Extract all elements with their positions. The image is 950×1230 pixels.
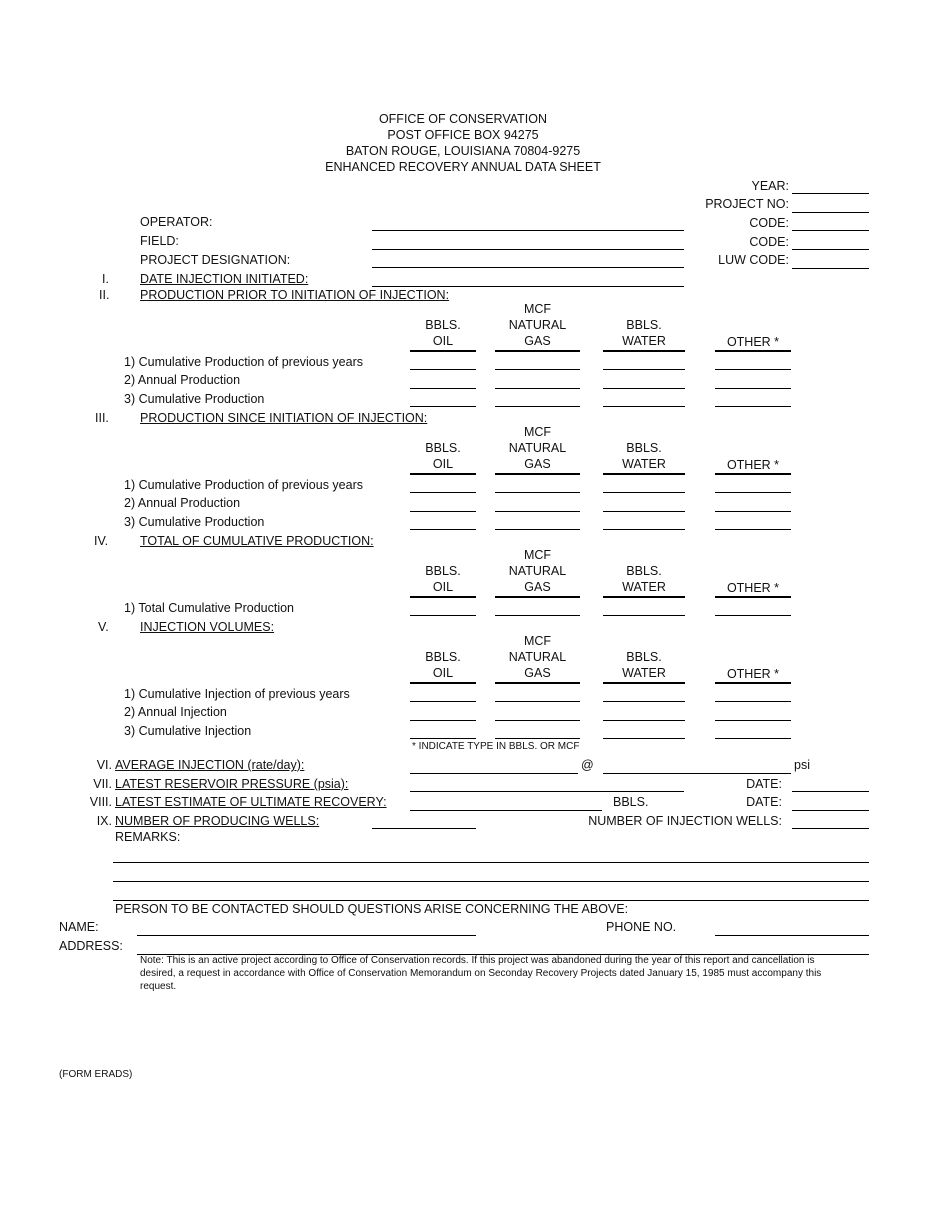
field-field[interactable]: [372, 249, 684, 250]
s2-r1-gas[interactable]: [495, 369, 580, 370]
header-line-3: BATON ROUGE, LOUISIANA 70804-9275: [345, 144, 581, 158]
section-1-number: I.: [102, 272, 109, 286]
col-other: OTHER *: [726, 581, 780, 595]
s5-r2-gas[interactable]: [495, 720, 580, 721]
s4-row-1-label: 1) Total Cumulative Production: [124, 601, 294, 615]
s2-r3-gas[interactable]: [495, 406, 580, 407]
section-6-title: AVERAGE INJECTION (rate/day):: [115, 758, 305, 772]
col-rule: [603, 682, 685, 684]
s5-r2-oil[interactable]: [410, 720, 476, 721]
col-oil-line1: BBLS.: [425, 318, 461, 332]
s5-r1-water[interactable]: [603, 701, 685, 702]
field-code-label: CODE:: [749, 235, 789, 249]
col-rule: [715, 350, 791, 352]
col-rule: [715, 473, 791, 475]
col-rule: [495, 473, 580, 475]
s2-r2-gas[interactable]: [495, 388, 580, 389]
col-rule: [603, 350, 685, 352]
cancellation-note: Note: This is an active project according to Office of Conservation records. If this project was abandoned during the year of this report and cancellation is desired, a request in accordance with Office of Conservation Memorandum on Seconday Recovery Projects dated January 15, 1985 must accompany this request.: [140, 955, 822, 992]
s3-row-1-label: 1) Cumulative Production of previous years: [124, 478, 364, 492]
s3-r1-gas[interactable]: [495, 492, 580, 493]
col-water-line1: BBLS.: [626, 564, 662, 578]
section-7-title: LATEST RESERVOIR PRESSURE (psia):: [115, 777, 349, 791]
col-gas-line3: GAS: [524, 666, 551, 680]
s4-r1-gas[interactable]: [495, 615, 580, 616]
section-5-number: V.: [98, 620, 109, 634]
s4-r1-other[interactable]: [715, 615, 791, 616]
project-designation-field[interactable]: [372, 267, 684, 268]
s2-row-3-label: 3) Cumulative Production: [124, 392, 265, 406]
col-gas-line2: NATURAL: [508, 650, 567, 664]
operator-code-field[interactable]: [792, 230, 869, 231]
section-5-title: INJECTION VOLUMES:: [140, 620, 275, 634]
s3-r2-gas[interactable]: [495, 511, 580, 512]
year-field[interactable]: [792, 193, 869, 194]
col-rule: [410, 596, 476, 598]
phone-field[interactable]: [715, 935, 869, 936]
col-water-line2: WATER: [622, 457, 666, 471]
operator-code-label: CODE:: [749, 216, 789, 230]
psi-unit: psi: [794, 758, 810, 772]
avg-injection-pressure-field[interactable]: [603, 773, 791, 774]
at-sign: @: [581, 758, 594, 772]
s2-r3-other[interactable]: [715, 406, 791, 407]
s5-r3-oil[interactable]: [410, 738, 476, 739]
header-line-1: OFFICE OF CONSERVATION: [378, 112, 548, 126]
section-2-number: II.: [99, 288, 110, 302]
footnote: * INDICATE TYPE IN BBLS. OR MCF: [412, 741, 580, 752]
col-water-line2: WATER: [622, 666, 666, 680]
s3-r3-gas[interactable]: [495, 529, 580, 530]
s3-row-3-label: 3) Cumulative Production: [124, 515, 265, 529]
s5-row-2-label: 2) Annual Injection: [124, 705, 227, 719]
col-water-line2: WATER: [622, 334, 666, 348]
project-no-field[interactable]: [792, 212, 869, 213]
col-oil-line1: BBLS.: [425, 650, 461, 664]
col-water-line1: BBLS.: [626, 650, 662, 664]
s3-r3-water[interactable]: [603, 529, 685, 530]
project-designation-label: PROJECT DESIGNATION:: [140, 253, 291, 267]
remarks-line-3[interactable]: [113, 900, 869, 901]
avg-injection-rate-field[interactable]: [410, 773, 578, 774]
contact-heading: PERSON TO BE CONTACTED SHOULD QUESTIONS ARISE CONCERNING THE ABOVE:: [115, 902, 629, 916]
col-oil-line2: OIL: [432, 580, 454, 594]
col-oil-line2: OIL: [432, 457, 454, 471]
s2-r2-water[interactable]: [603, 388, 685, 389]
s4-r1-oil[interactable]: [410, 615, 476, 616]
s5-r1-gas[interactable]: [495, 701, 580, 702]
s5-r2-other[interactable]: [715, 720, 791, 721]
col-rule: [495, 682, 580, 684]
col-gas-line3: GAS: [524, 457, 551, 471]
col-other: OTHER *: [726, 667, 780, 681]
col-rule: [410, 682, 476, 684]
s3-r1-other[interactable]: [715, 492, 791, 493]
name-field[interactable]: [137, 935, 476, 936]
col-oil-line2: OIL: [432, 666, 454, 680]
pressure-date-field[interactable]: [792, 791, 869, 792]
s3-r2-other[interactable]: [715, 511, 791, 512]
project-no-label: PROJECT NO:: [705, 197, 789, 211]
form-id: (FORM ERADS): [59, 1069, 133, 1080]
section-7-number: VII.: [93, 777, 112, 791]
col-gas-line2: NATURAL: [508, 441, 567, 455]
section-4-number: IV.: [94, 534, 109, 548]
col-oil-line1: BBLS.: [425, 564, 461, 578]
producing-wells-field[interactable]: [372, 828, 476, 829]
s2-r2-other[interactable]: [715, 388, 791, 389]
luw-code-field[interactable]: [792, 268, 869, 269]
date-label-8: DATE:: [746, 795, 782, 809]
s5-r1-oil[interactable]: [410, 701, 476, 702]
col-gas-line2: NATURAL: [508, 318, 567, 332]
col-gas-line1: MCF: [523, 548, 552, 562]
luw-code-label: LUW CODE:: [718, 253, 789, 267]
col-water-line1: BBLS.: [626, 441, 662, 455]
field-code-field[interactable]: [792, 249, 869, 250]
field-label: FIELD:: [140, 234, 179, 248]
col-gas-line3: GAS: [524, 334, 551, 348]
s2-row-1-label: 1) Cumulative Production of previous years: [124, 355, 364, 369]
section-9-title: NUMBER OF PRODUCING WELLS:: [115, 814, 320, 828]
remarks-line-2[interactable]: [113, 881, 869, 882]
col-rule: [495, 350, 580, 352]
s5-r3-other[interactable]: [715, 738, 791, 739]
injection-wells-field[interactable]: [792, 828, 869, 829]
remarks-label: REMARKS:: [115, 830, 181, 844]
col-gas-line1: MCF: [523, 634, 552, 648]
section-4-title: TOTAL OF CUMULATIVE PRODUCTION:: [140, 534, 374, 548]
reservoir-pressure-field[interactable]: [410, 791, 684, 792]
col-water-line1: BBLS.: [626, 318, 662, 332]
col-rule: [495, 596, 580, 598]
ultimate-recovery-field[interactable]: [410, 810, 602, 811]
s5-row-1-label: 1) Cumulative Injection of previous years: [124, 687, 350, 701]
s3-r3-other[interactable]: [715, 529, 791, 530]
phone-label: PHONE NO.: [606, 920, 677, 934]
address-label: ADDRESS:: [59, 939, 123, 953]
col-rule: [603, 596, 685, 598]
col-rule: [715, 682, 791, 684]
recovery-date-field[interactable]: [792, 810, 869, 811]
col-oil-line1: BBLS.: [425, 441, 461, 455]
col-rule: [603, 473, 685, 475]
operator-label: OPERATOR:: [140, 215, 213, 229]
s3-r1-oil[interactable]: [410, 492, 476, 493]
section-3-title: PRODUCTION SINCE INITIATION OF INJECTION:: [140, 411, 428, 425]
section-8-number: VIII.: [89, 795, 112, 809]
section-3-number: III.: [95, 411, 109, 425]
s2-r1-oil[interactable]: [410, 369, 476, 370]
col-water-line2: WATER: [622, 580, 666, 594]
col-gas-line1: MCF: [523, 302, 552, 316]
section-6-number: VI.: [96, 758, 112, 772]
operator-field[interactable]: [372, 230, 684, 231]
remarks-line-1[interactable]: [113, 862, 869, 863]
s2-r1-water[interactable]: [603, 369, 685, 370]
col-other: OTHER *: [726, 458, 780, 472]
header-line-2: POST OFFICE BOX 94275: [387, 128, 539, 142]
s5-r3-water[interactable]: [603, 738, 685, 739]
col-rule: [410, 473, 476, 475]
col-gas-line1: MCF: [523, 425, 552, 439]
name-label: NAME:: [59, 920, 99, 934]
s2-r3-water[interactable]: [603, 406, 685, 407]
s5-r1-other[interactable]: [715, 701, 791, 702]
col-other: OTHER *: [726, 335, 780, 349]
section-8-title: LATEST ESTIMATE OF ULTIMATE RECOVERY:: [115, 795, 387, 809]
col-rule: [410, 350, 476, 352]
s5-r2-water[interactable]: [603, 720, 685, 721]
s2-r2-oil[interactable]: [410, 388, 476, 389]
col-gas-line2: NATURAL: [508, 564, 567, 578]
form-title: ENHANCED RECOVERY ANNUAL DATA SHEET: [325, 160, 601, 174]
s5-r3-gas[interactable]: [495, 738, 580, 739]
year-label: YEAR:: [751, 179, 789, 193]
s2-r1-other[interactable]: [715, 369, 791, 370]
s5-row-3-label: 3) Cumulative Injection: [124, 724, 252, 738]
s3-r2-water[interactable]: [603, 511, 685, 512]
s3-r3-oil[interactable]: [410, 529, 476, 530]
bbls-unit: BBLS.: [613, 795, 649, 809]
s3-row-2-label: 2) Annual Production: [124, 496, 241, 510]
injection-wells-label: NUMBER OF INJECTION WELLS:: [588, 814, 782, 828]
s3-r2-oil[interactable]: [410, 511, 476, 512]
col-gas-line3: GAS: [524, 580, 551, 594]
s2-row-2-label: 2) Annual Production: [124, 373, 241, 387]
col-oil-line2: OIL: [432, 334, 454, 348]
section-9-number: IX.: [96, 814, 112, 828]
s2-r3-oil[interactable]: [410, 406, 476, 407]
s3-r1-water[interactable]: [603, 492, 685, 493]
s4-r1-water[interactable]: [603, 615, 685, 616]
col-rule: [715, 596, 791, 598]
date-injection-field[interactable]: [372, 286, 684, 287]
section-1-title: DATE INJECTION INITIATED:: [140, 272, 309, 286]
section-2-title: PRODUCTION PRIOR TO INITIATION OF INJECTION:: [140, 288, 450, 302]
date-label-7: DATE:: [746, 777, 782, 791]
